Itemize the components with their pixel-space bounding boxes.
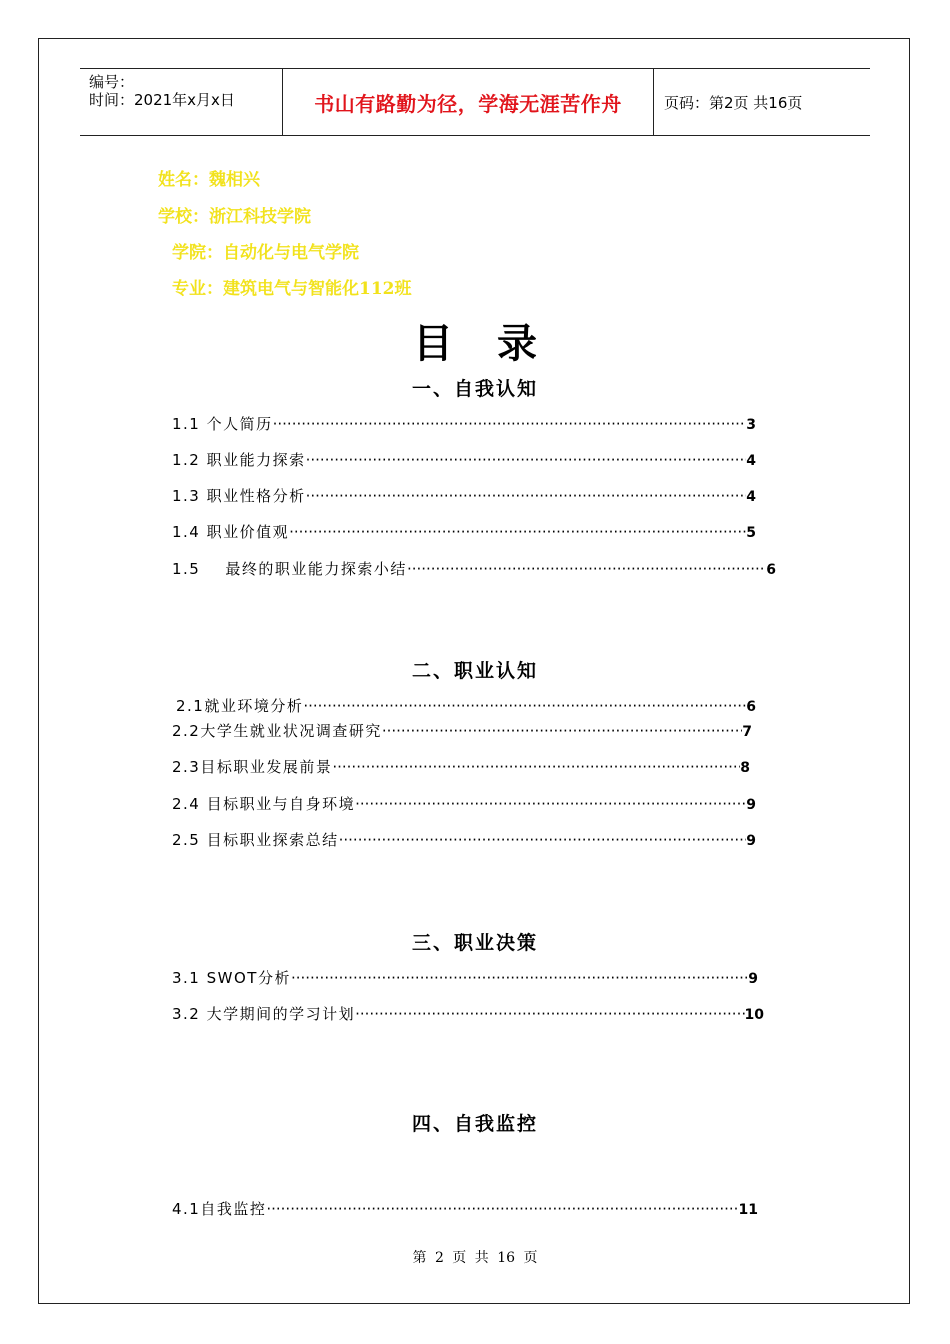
toc-item[interactable] — [172, 830, 756, 851]
info-major: 专业：建筑电气与智能化112班 — [172, 279, 412, 299]
section-title: 四、自我监控 — [411, 1113, 538, 1135]
toc-leader — [355, 794, 746, 814]
toc-leader — [303, 696, 746, 716]
toc-leader — [382, 721, 742, 741]
toc-item[interactable] — [176, 696, 756, 717]
toc-item-page: 9 — [748, 971, 758, 987]
toc-leader — [407, 559, 766, 579]
toc-item[interactable] — [172, 757, 750, 778]
toc-item-page: 9 — [746, 833, 756, 849]
section-title: 三、职业决策 — [411, 932, 538, 954]
number-label: 编号： — [89, 73, 135, 91]
toc-leader — [289, 522, 746, 542]
toc-item-page: 10 — [744, 1007, 764, 1023]
page-header — [80, 68, 870, 136]
header-meta — [80, 69, 282, 135]
toc-leader — [306, 450, 747, 470]
toc-item-label: 1.2 职业能力探索 — [172, 451, 306, 469]
toc-item-page: 9 — [746, 797, 756, 813]
toc-item-label: 1.5 最终的职业能力探索小结 — [172, 560, 407, 578]
date-label: 时间：2021年x月x日 — [89, 91, 235, 109]
page-code: 页码：第2页 共16页 — [664, 93, 803, 112]
toc-item-label: 2.3目标职业发展前景 — [172, 758, 333, 776]
toc-item-page: 7 — [742, 724, 752, 740]
toc-item[interactable] — [172, 522, 756, 543]
toc-item-label: 3.2 大学期间的学习计划 — [172, 1005, 356, 1023]
section-title: 一、自我认知 — [411, 378, 538, 400]
toc-item-page: 4 — [746, 453, 756, 469]
toc-item-page: 6 — [766, 562, 776, 578]
toc-title: 目录 — [413, 320, 581, 367]
header-motto-cell — [282, 69, 654, 135]
toc-leader — [266, 1199, 738, 1219]
toc-item[interactable] — [172, 968, 758, 989]
toc-item-label: 2.1就业环境分析 — [176, 697, 304, 715]
toc-leader — [273, 414, 747, 434]
toc-item-page: 4 — [746, 489, 756, 505]
info-college: 学院：自动化与电气学院 — [172, 243, 359, 263]
toc-item[interactable] — [172, 450, 756, 471]
toc-item-page: 5 — [746, 525, 756, 541]
section-title: 二、职业认知 — [411, 660, 538, 682]
toc-item[interactable] — [172, 1199, 758, 1220]
toc-item-label: 2.4 目标职业与自身环境 — [172, 795, 356, 813]
toc-item[interactable] — [172, 721, 752, 742]
toc-item-page: 3 — [746, 417, 756, 433]
page-footer: 第 2 页 共 16 页 — [412, 1250, 538, 1266]
toc-item-page: 6 — [746, 699, 756, 715]
toc-leader — [306, 486, 747, 506]
toc-item-label: 2.5 目标职业探索总结 — [172, 831, 339, 849]
toc-item[interactable] — [172, 486, 756, 507]
toc-item[interactable] — [172, 1004, 764, 1025]
toc-item-label: 3.1 SWOT分析 — [172, 969, 291, 987]
toc-leader — [291, 968, 748, 988]
toc-item[interactable] — [172, 559, 776, 580]
toc-item-page: 8 — [740, 760, 750, 776]
info-school: 学校：浙江科技学院 — [158, 207, 311, 227]
toc-leader — [339, 830, 747, 850]
toc-item-label: 2.2大学生就业状况调查研究 — [172, 722, 382, 740]
header-page-cell — [654, 69, 870, 135]
toc-item[interactable] — [172, 414, 756, 435]
toc-item[interactable] — [172, 794, 756, 815]
motto: 书山有路勤为径，学海无涯苦作舟 — [314, 91, 622, 116]
toc-leader — [355, 1004, 744, 1024]
toc-item-label: 1.4 职业价值观 — [172, 523, 290, 541]
toc-item-page: 11 — [738, 1202, 758, 1218]
toc-item-label: 4.1自我监控 — [172, 1200, 267, 1218]
info-name: 姓名：魏相兴 — [158, 170, 260, 190]
toc-item-label: 1.3 职业性格分析 — [172, 487, 306, 505]
toc-item-label: 1.1 个人简历 — [172, 415, 273, 433]
toc-leader — [332, 757, 740, 777]
